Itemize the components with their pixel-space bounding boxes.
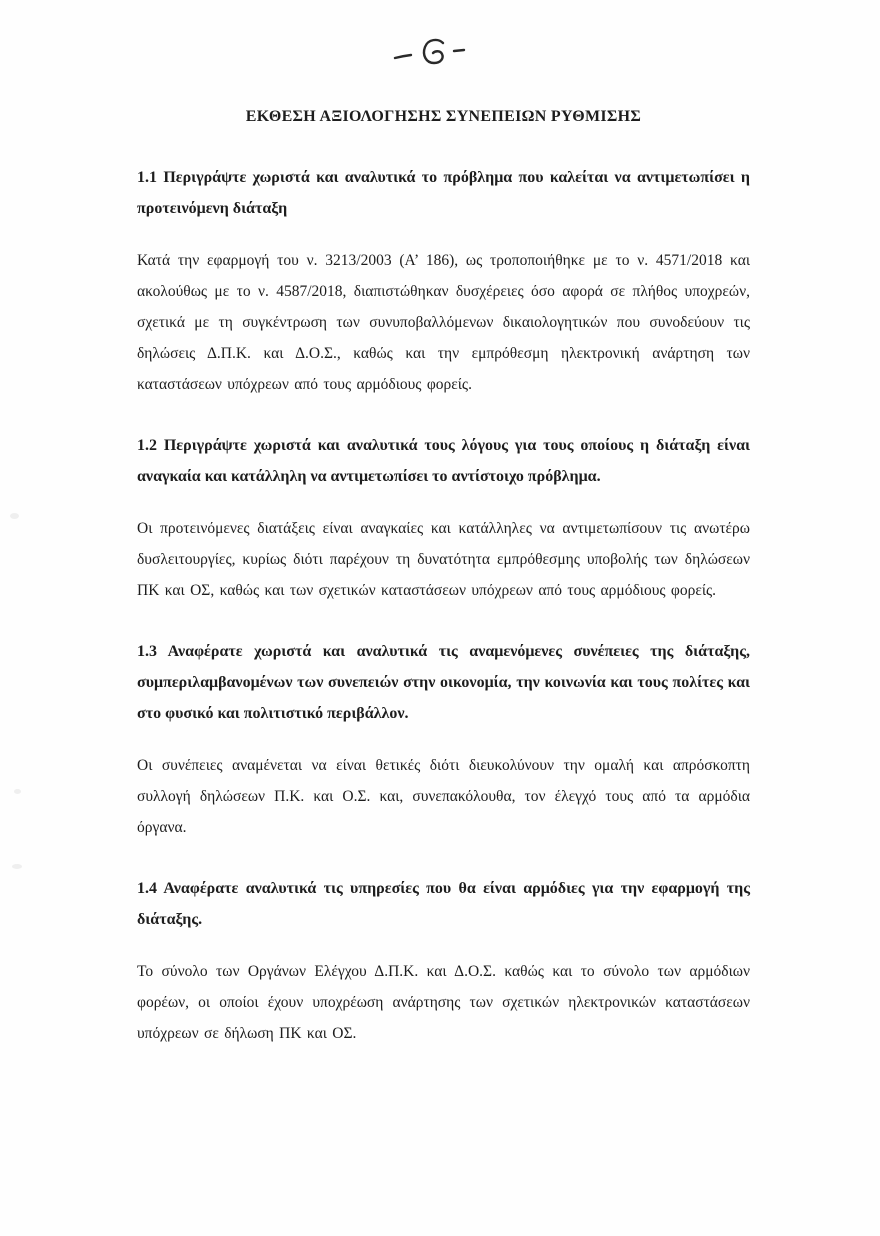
scan-smudge xyxy=(12,864,22,869)
document-title: ΕΚΘΕΣΗ ΑΞΙΟΛΟΓΗΣΗΣ ΣΥΝΕΠΕΙΩΝ ΡΥΘΜΙΣΗΣ xyxy=(245,108,642,125)
section-1-2-body: Οι προτεινόμενες διατάξεις είναι αναγκαίες και κατάλληλες να αντιμετωπίσουν τις ανωτέρω δυσλειτουργίες, κυρίως διότι παρέχουν τη δυνατότητα εμπρόθεσμης υποβολής των δηλώσεων ΠΚ και ΟΣ, καθώς και των σχετικών καταστάσεων υπόχρεων από τους αρμόδιους φορείς. xyxy=(137,520,750,599)
section-1-3 xyxy=(137,636,750,843)
section-1-4-body: Το σύνολο των Οργάνων Ελέγχου Δ.Π.Κ. και Δ.Ο.Σ. καθώς και το σύνολο των αρμόδιων φορέων, οι οποίοι έχουν υποχρέωση ανάρτησης των σχετικών ηλεκτρονικών καταστάσεων υπόχρεων σε δήλωση ΠΚ και ΟΣ. xyxy=(137,963,750,1042)
scan-smudge xyxy=(10,513,19,519)
section-1-2-heading: 1.2 Περιγράψτε χωριστά και αναλυτικά τους λόγους για τους οποίους η διάταξη είναι αναγκαία και κατάλληλη να αντιμετωπίσει το αντίστοιχο πρόβλημα. xyxy=(137,437,750,485)
section-1-3-body: Οι συνέπειες αναμένεται να είναι θετικές διότι διευκολύνουν την ομαλή και απρόσκοπτη συλλογή δηλώσεων Π.Κ. και Ο.Σ. και, συνεπακόλουθα, τον έλεγχό τους από τα αρμόδια όργανα. xyxy=(137,757,750,836)
document-content xyxy=(137,0,750,1079)
section-1-1-heading: 1.1 Περιγράψτε χωριστά και αναλυτικά το πρόβλημα που καλείται να αντιμετωπίσει η προτεινόμενη διάταξη xyxy=(137,169,750,217)
section-1-4 xyxy=(137,873,750,1049)
section-1-3-heading: 1.3 Αναφέρατε χωριστά και αναλυτικά τις αναμενόμενες συνέπειες της διάταξης, συμπεριλαμβανομένων των συνεπειών στην οικονομία, την κοινωνία και τους πολίτες και στο φυσικό και πολιτιστικό περιβάλλον. xyxy=(137,643,750,722)
section-1-1 xyxy=(137,162,750,400)
section-1-1-body: Κατά την εφαρμογή του ν. 3213/2003 (Α’ 186), ως τροποποιήθηκε με το ν. 4571/2018 και ακολούθως με το ν. 4587/2018, διαπιστώθηκαν δυσχέρειες όσο αφορά σε πλήθος υποχρεών, σχετικά με τη συγκέντρωση των συνυποβαλλόμενων δικαιολογητικών που συνοδεύουν τις δηλώσεις Δ.Π.Κ. και Δ.Ο.Σ., καθώς και την εμπρόθεσμη ηλεκτρονική ανάρτηση των καταστάσεων υπόχρεων από τους αρμόδιους φορείς. xyxy=(137,252,750,393)
section-1-4-heading: 1.4 Αναφέρατε αναλυτικά τις υπηρεσίες που θα είναι αρμόδιες για την εφαρμογή της διάταξης. xyxy=(137,880,750,928)
section-1-2 xyxy=(137,430,750,606)
scan-smudge xyxy=(14,789,21,794)
